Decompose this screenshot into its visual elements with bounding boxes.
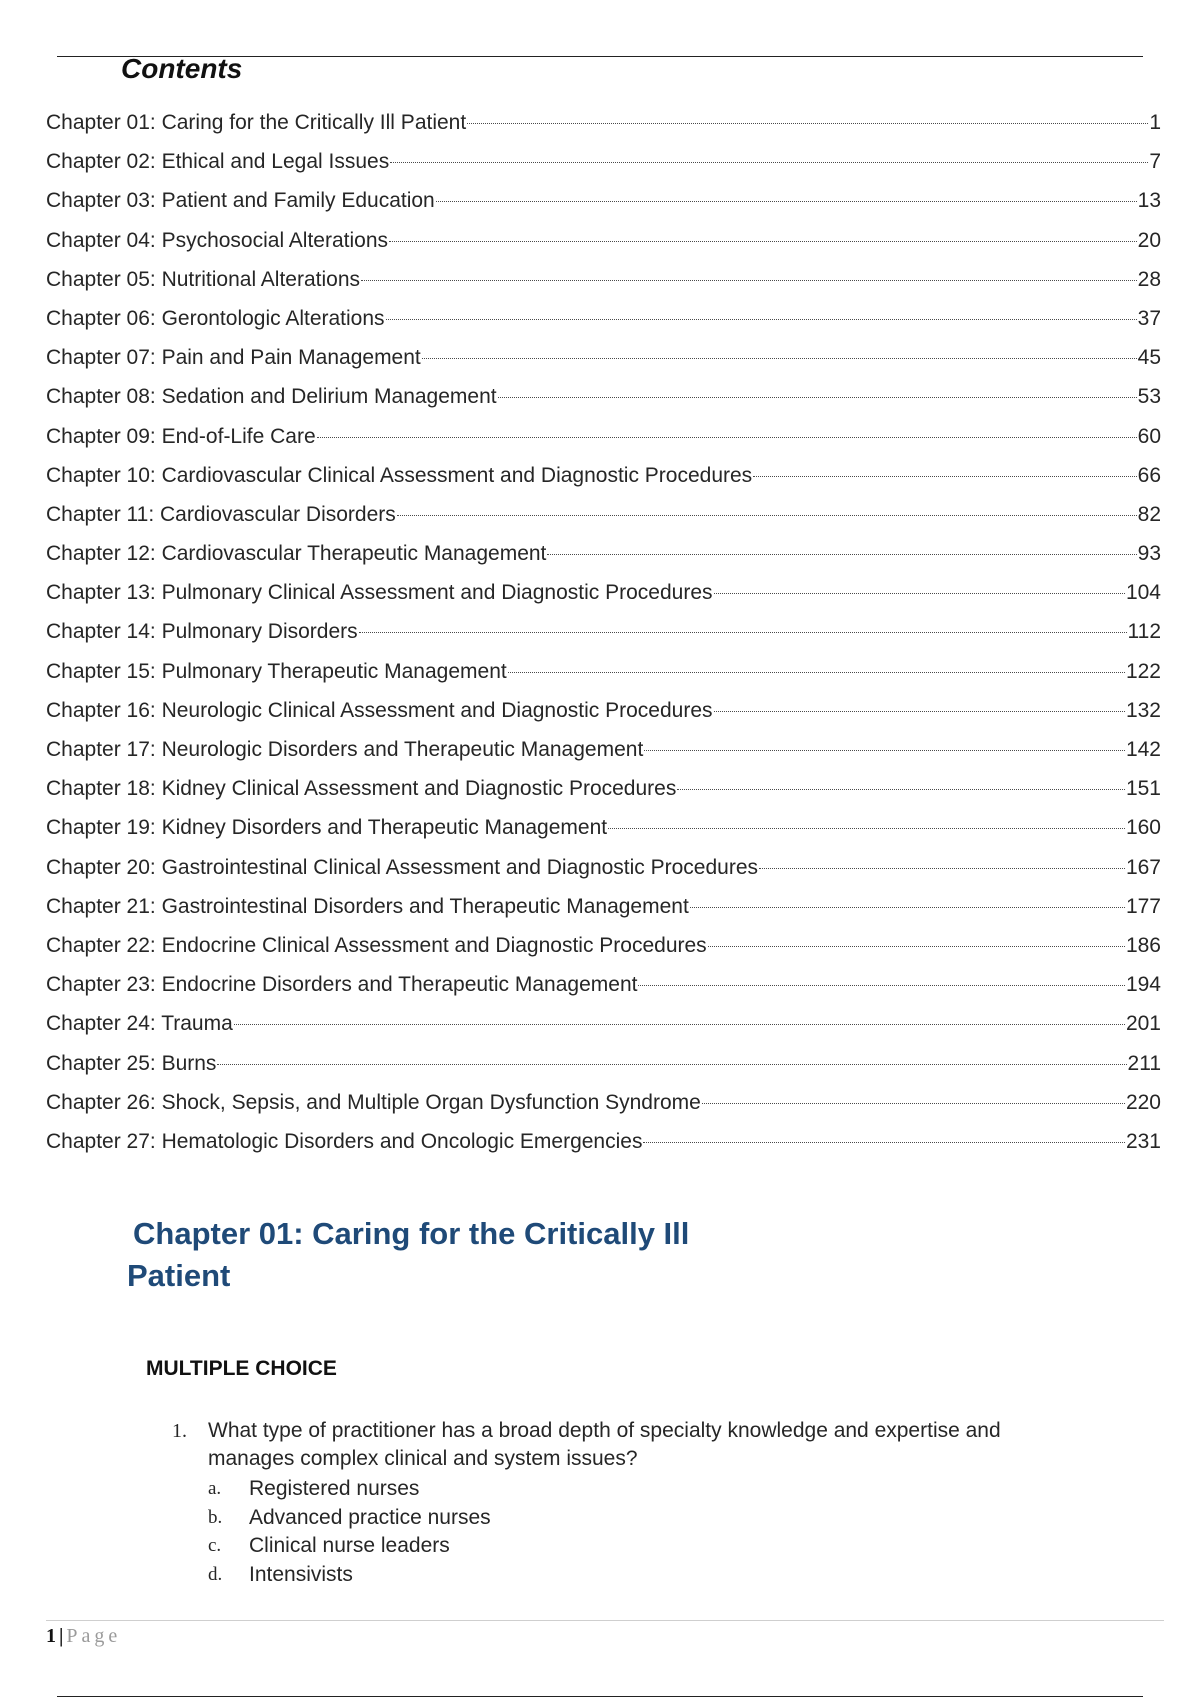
toc-dot-leader [217, 1064, 1126, 1065]
toc-entry[interactable] [46, 229, 1161, 268]
toc-dot-leader [389, 241, 1137, 242]
answer-option [208, 1561, 1072, 1590]
answer-option-letter: b. [208, 1506, 223, 1528]
toc-entry-page: 186 [1125, 933, 1161, 957]
toc-entry-page: 60 [1137, 424, 1161, 448]
toc-entry[interactable] [46, 385, 1161, 424]
toc-entry[interactable] [46, 699, 1161, 738]
toc-entry-page: 66 [1137, 463, 1161, 487]
answer-option-letter: d. [208, 1563, 223, 1585]
answer-options [208, 1475, 1072, 1589]
toc-entry-page: 45 [1137, 346, 1161, 370]
toc-dot-leader [508, 672, 1125, 673]
toc-entry-title: Chapter 22: Endocrine Clinical Assessment and Diagnostic Procedures [46, 933, 707, 957]
toc-entry[interactable] [46, 1130, 1161, 1169]
footer-page-label: Page [66, 1625, 122, 1647]
question-number: 1. [172, 1420, 187, 1442]
toc-entry-title: Chapter 01: Caring for the Critically Ill Patient [46, 111, 467, 134]
toc-entry-title: Chapter 21: Gastrointestinal Disorders and Therapeutic Management [46, 894, 689, 918]
page-footer [46, 1625, 121, 1648]
section-heading: MULTIPLE CHOICE [146, 1357, 337, 1380]
toc-dot-leader [317, 437, 1137, 438]
answer-option-text: Advanced practice nurses [249, 1505, 491, 1529]
answer-option-text: Registered nurses [249, 1477, 420, 1500]
toc-entry[interactable] [46, 973, 1161, 1012]
toc-dot-leader [422, 358, 1137, 359]
chapter-heading [127, 1213, 813, 1297]
answer-option [208, 1475, 1072, 1504]
toc-entry-title: Chapter 06: Gerontologic Alterations [46, 306, 385, 330]
toc-entry-title: Chapter 07: Pain and Pain Management [46, 346, 421, 370]
bottom-rule [57, 1696, 1143, 1697]
toc-entry-title: Chapter 08: Sedation and Delirium Management [46, 385, 497, 409]
toc-entry[interactable] [46, 268, 1161, 307]
table-of-contents [46, 111, 1161, 1169]
toc-entry-title: Chapter 15: Pulmonary Therapeutic Management [46, 659, 507, 683]
toc-entry-title: Chapter 23: Endocrine Disorders and Therapeutic Management [46, 973, 638, 997]
toc-entry-title: Chapter 02: Ethical and Legal Issues [46, 150, 390, 174]
toc-entry-title: Chapter 14: Pulmonary Disorders [46, 620, 358, 644]
toc-entry[interactable] [46, 111, 1161, 150]
toc-entry[interactable] [46, 620, 1161, 659]
toc-entry[interactable] [46, 777, 1161, 816]
toc-dot-leader [714, 593, 1125, 594]
toc-dot-leader [390, 162, 1148, 163]
toc-entry[interactable] [46, 150, 1161, 189]
toc-entry[interactable] [46, 816, 1161, 855]
toc-entry-page: 142 [1125, 738, 1161, 761]
toc-entry[interactable] [46, 189, 1161, 228]
toc-entry-page: 201 [1125, 1012, 1161, 1036]
toc-dot-leader [359, 632, 1127, 633]
answer-option-letter: c. [208, 1535, 222, 1556]
toc-dot-leader [643, 1142, 1124, 1143]
toc-entry[interactable] [46, 425, 1161, 464]
toc-entry[interactable] [46, 464, 1161, 503]
toc-dot-leader [397, 515, 1137, 516]
answer-option-text: Intensivists [249, 1562, 353, 1586]
toc-dot-leader [436, 201, 1137, 202]
toc-entry-title: Chapter 20: Gastrointestinal Clinical Assessment and Diagnostic Procedures [46, 855, 759, 879]
toc-entry-page: 53 [1137, 385, 1161, 409]
toc-entry-title: Chapter 05: Nutritional Alterations [46, 267, 361, 291]
toc-entry-page: 7 [1149, 150, 1161, 174]
toc-entry[interactable] [46, 895, 1161, 934]
toc-entry-title: Chapter 12: Cardiovascular Therapeutic Management [46, 542, 547, 566]
toc-entry-title: Chapter 27: Hematologic Disorders and Oncologic Emergencies [46, 1129, 643, 1153]
toc-entry-page: 20 [1137, 228, 1161, 252]
toc-entry-page: 177 [1125, 894, 1161, 918]
toc-entry[interactable] [46, 856, 1161, 895]
toc-entry-title: Chapter 04: Psychosocial Alterations [46, 228, 389, 252]
toc-entry-page: 104 [1125, 581, 1161, 605]
toc-entry-title: Chapter 11: Cardiovascular Disorders [46, 502, 396, 526]
question [172, 1417, 1072, 1589]
toc-entry-title: Chapter 03: Patient and Family Education [46, 189, 435, 213]
toc-entry[interactable] [46, 1012, 1161, 1051]
answer-option-letter: a. [208, 1478, 222, 1499]
toc-entry-page: 122 [1125, 659, 1161, 683]
toc-entry[interactable] [46, 934, 1161, 973]
toc-entry-page: 112 [1127, 620, 1161, 644]
toc-entry[interactable] [46, 738, 1161, 777]
toc-entry[interactable] [46, 503, 1161, 542]
toc-entry-title: Chapter 13: Pulmonary Clinical Assessment and Diagnostic Procedures [46, 581, 713, 605]
toc-dot-leader [608, 828, 1125, 829]
toc-dot-leader [361, 280, 1137, 281]
toc-dot-leader [234, 1024, 1125, 1025]
chapter-heading-line1: Chapter 01: Caring for the Critically Ill [133, 1216, 690, 1251]
toc-entry-title: Chapter 18: Kidney Clinical Assessment and Diagnostic Procedures [46, 777, 677, 801]
answer-option [208, 1532, 1072, 1561]
toc-entry-title: Chapter 26: Shock, Sepsis, and Multiple Organ Dysfunction Syndrome [46, 1090, 701, 1114]
chapter-heading-line2: Patient [127, 1258, 231, 1293]
toc-entry[interactable] [46, 1052, 1161, 1091]
toc-entry-page: 211 [1127, 1051, 1161, 1075]
toc-dot-leader [498, 397, 1137, 398]
toc-entry-title: Chapter 10: Cardiovascular Clinical Assessment and Diagnostic Procedures [46, 463, 753, 487]
toc-dot-leader [467, 123, 1148, 124]
answer-option [208, 1504, 1072, 1533]
toc-dot-leader [753, 476, 1136, 477]
toc-dot-leader [714, 711, 1125, 712]
toc-entry-page: 28 [1137, 267, 1161, 291]
question-stem: What type of practitioner has a broad depth of specialty knowledge and expertise and manages complex clinical and system issues? [208, 1419, 1001, 1470]
toc-entry-page: 167 [1125, 855, 1161, 879]
toc-entry-page: 220 [1125, 1090, 1161, 1114]
toc-entry-page: 37 [1137, 306, 1161, 330]
contents-heading: Contents [121, 53, 243, 84]
toc-dot-leader [702, 1103, 1125, 1104]
toc-entry[interactable] [46, 581, 1161, 620]
question-row [172, 1417, 1072, 1473]
toc-entry-page: 194 [1125, 973, 1161, 997]
footer-page-number: 1 [46, 1625, 56, 1647]
toc-entry[interactable] [46, 346, 1161, 385]
toc-dot-leader [547, 554, 1136, 555]
toc-entry[interactable] [46, 1091, 1161, 1130]
toc-dot-leader [644, 750, 1125, 751]
toc-entry-page: 1 [1149, 111, 1161, 134]
toc-entry-page: 82 [1137, 502, 1161, 526]
toc-dot-leader [708, 946, 1125, 947]
toc-entry-title: Chapter 16: Neurologic Clinical Assessment and Diagnostic Procedures [46, 698, 713, 722]
toc-entry[interactable] [46, 542, 1161, 581]
toc-entry-title: Chapter 19: Kidney Disorders and Therapeutic Management [46, 816, 608, 840]
toc-entry-page: 151 [1125, 777, 1161, 801]
toc-entry-page: 231 [1125, 1129, 1161, 1153]
toc-dot-leader [638, 985, 1124, 986]
footer-rule [46, 1620, 1164, 1621]
toc-entry[interactable] [46, 660, 1161, 699]
footer-separator: | [59, 1625, 64, 1647]
toc-entry-title: Chapter 25: Burns [46, 1051, 217, 1075]
toc-dot-leader [386, 319, 1137, 320]
toc-entry-page: 132 [1125, 698, 1161, 722]
toc-dot-leader [677, 789, 1125, 790]
toc-dot-leader [759, 868, 1125, 869]
toc-dot-leader [690, 907, 1125, 908]
toc-entry-title: Chapter 17: Neurologic Disorders and Therapeutic Management [46, 738, 644, 761]
toc-entry-title: Chapter 24: Trauma [46, 1012, 233, 1036]
toc-entry[interactable] [46, 307, 1161, 346]
toc-entry-page: 93 [1137, 542, 1161, 566]
toc-entry-title: Chapter 09: End-of-Life Care [46, 424, 316, 448]
toc-entry-page: 13 [1137, 189, 1161, 213]
answer-option-text: Clinical nurse leaders [249, 1534, 450, 1557]
toc-entry-page: 160 [1125, 816, 1161, 840]
